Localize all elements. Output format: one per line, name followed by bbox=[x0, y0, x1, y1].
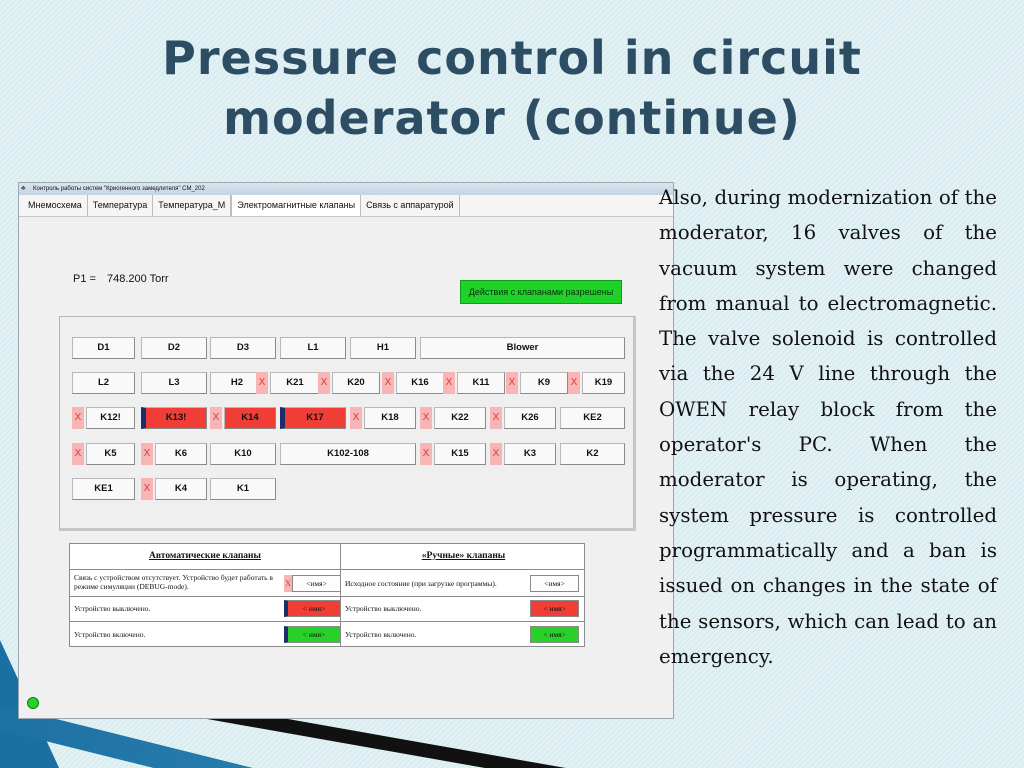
valve-button-k9[interactable]: K9 bbox=[520, 372, 568, 394]
valve-button-k5[interactable]: K5 bbox=[86, 443, 135, 465]
valve-button-k16[interactable]: K16 bbox=[396, 372, 444, 394]
valve-button-h1[interactable]: H1 bbox=[350, 337, 416, 359]
legend-chip-manual-off: < имя> bbox=[530, 600, 579, 617]
slide-description: Also, during modernization of the moderator, 16 valves of the vacuum system were changed from manual to electromagnetic. The valve solenoid is controlled via the 24 V line through the OWEN relay block from the operator's PC. When the moderator is operating, the system pressure is controlled programmatically and a ban is issued on changes in the state of the sensors, which can lead to an emergency. bbox=[659, 186, 997, 668]
legend-chip-auto-off: < имя> bbox=[284, 600, 341, 617]
tab-temperature-m[interactable]: Температура_М bbox=[153, 195, 231, 216]
simulation-x-icon: X bbox=[506, 372, 518, 394]
tab-mnemonic[interactable]: Мнемосхема bbox=[23, 195, 88, 216]
simulation-x-icon: X bbox=[382, 372, 394, 394]
simulation-x-icon: X bbox=[256, 372, 268, 394]
valve-button-k26[interactable]: K26 bbox=[504, 407, 556, 429]
simulation-x-icon: X bbox=[420, 407, 432, 429]
legend-header-auto: Автоматические клапаны bbox=[149, 551, 261, 561]
valve-button-k1[interactable]: K1 bbox=[210, 478, 276, 500]
legend-header-manual: «Ручные» клапаны bbox=[421, 551, 506, 561]
valve-button-k13[interactable]: K13! bbox=[141, 407, 207, 429]
window-title: Контроль работы систем "Криогенного замедлителя" CM_202 bbox=[33, 186, 205, 192]
valve-button-k2[interactable]: K2 bbox=[560, 443, 625, 465]
legend-divider bbox=[70, 596, 584, 597]
simulation-x-icon: X bbox=[490, 407, 502, 429]
simulation-x-icon: X bbox=[141, 443, 153, 465]
simulation-x-icon: X bbox=[210, 407, 222, 429]
valve-button-k14[interactable]: K14 bbox=[224, 407, 276, 429]
valve-permit-status: Действия с клапанами разрешены bbox=[460, 280, 622, 304]
legend-auto-text: Устройство выключено. bbox=[74, 604, 151, 613]
valve-button-k6[interactable]: K6 bbox=[155, 443, 207, 465]
valve-panel bbox=[59, 316, 636, 531]
legend-manual-text: Устройство выключено. bbox=[345, 604, 422, 613]
valve-button-d2[interactable]: D2 bbox=[141, 337, 207, 359]
valve-button-blower[interactable]: Blower bbox=[420, 337, 625, 359]
valve-button-k18[interactable]: K18 bbox=[364, 407, 416, 429]
window-titlebar bbox=[19, 183, 673, 195]
valve-button-l1[interactable]: L1 bbox=[280, 337, 346, 359]
legend-auto-text: Связь с устройством отсутствует. Устройство будет работать в режиме симуляции (DEBUG-mode). bbox=[74, 573, 273, 591]
valve-button-h2[interactable]: H2 bbox=[210, 372, 264, 394]
app-window bbox=[18, 182, 674, 719]
simulation-x-icon: X bbox=[284, 575, 292, 592]
simulation-x-icon: X bbox=[72, 443, 84, 465]
legend-auto-text: Устройство включено. bbox=[74, 630, 146, 639]
slide-title bbox=[0, 28, 1024, 148]
valve-legend-table bbox=[69, 543, 585, 647]
simulation-x-icon: X bbox=[72, 407, 84, 429]
valve-button-k17[interactable]: K17 bbox=[280, 407, 346, 429]
valve-button-k20[interactable]: K20 bbox=[332, 372, 380, 394]
valve-button-k3[interactable]: K3 bbox=[504, 443, 556, 465]
tab-hardware-link[interactable]: Связь с аппаратурой bbox=[361, 195, 460, 216]
connection-status-indicator bbox=[27, 697, 39, 709]
valve-button-k12[interactable]: K12! bbox=[86, 407, 135, 429]
valve-button-ke2[interactable]: KE2 bbox=[560, 407, 625, 429]
slide-title-line1: Pressure control in circuit bbox=[162, 31, 862, 85]
valve-button-l2[interactable]: L2 bbox=[72, 372, 135, 394]
legend-chip-manual-initial: <имя> bbox=[530, 575, 579, 592]
pressure-label: P1 = bbox=[73, 273, 96, 285]
legend-divider bbox=[70, 569, 584, 570]
valve-button-k102-108[interactable]: K102-108 bbox=[280, 443, 416, 465]
slide-title-line2: moderator (continue) bbox=[223, 91, 801, 145]
simulation-x-icon: X bbox=[318, 372, 330, 394]
legend-divider bbox=[70, 621, 584, 622]
simulation-x-icon: X bbox=[141, 478, 153, 500]
legend-chip-auto-on: < имя> bbox=[284, 626, 341, 643]
simulation-x-icon: X bbox=[443, 372, 455, 394]
valve-button-k10[interactable]: K10 bbox=[210, 443, 276, 465]
simulation-x-icon: X bbox=[420, 443, 432, 465]
tab-bar bbox=[19, 195, 673, 217]
valve-button-l3[interactable]: L3 bbox=[141, 372, 207, 394]
valve-button-k22[interactable]: K22 bbox=[434, 407, 486, 429]
tab-temperature[interactable]: Температура bbox=[88, 195, 154, 216]
simulation-x-icon: X bbox=[350, 407, 362, 429]
valve-button-k15[interactable]: K15 bbox=[434, 443, 486, 465]
legend-chip-auto-simulation: <имя> bbox=[292, 575, 341, 592]
legend-manual-text: Устройство включено. bbox=[345, 630, 417, 639]
simulation-x-icon: X bbox=[568, 372, 580, 394]
legend-chip-manual-on: < имя> bbox=[530, 626, 579, 643]
valve-button-k21[interactable]: K21 bbox=[270, 372, 320, 394]
simulation-x-icon: X bbox=[490, 443, 502, 465]
valve-button-d1[interactable]: D1 bbox=[72, 337, 135, 359]
pressure-value: 748.200 Torr bbox=[107, 273, 169, 285]
valve-button-k19[interactable]: K19 bbox=[582, 372, 625, 394]
legend-manual-text: Исходное состояние (при загрузке программы). bbox=[345, 579, 497, 588]
pressure-readout bbox=[73, 273, 177, 285]
app-icon: ♣ bbox=[21, 185, 26, 192]
valve-button-k11[interactable]: K11 bbox=[457, 372, 505, 394]
valve-button-k4[interactable]: K4 bbox=[155, 478, 207, 500]
valve-button-d3[interactable]: D3 bbox=[210, 337, 276, 359]
tab-electromagnetic-valves[interactable]: Электромагнитные клапаны bbox=[231, 195, 361, 216]
valve-button-ke1[interactable]: KE1 bbox=[72, 478, 135, 500]
